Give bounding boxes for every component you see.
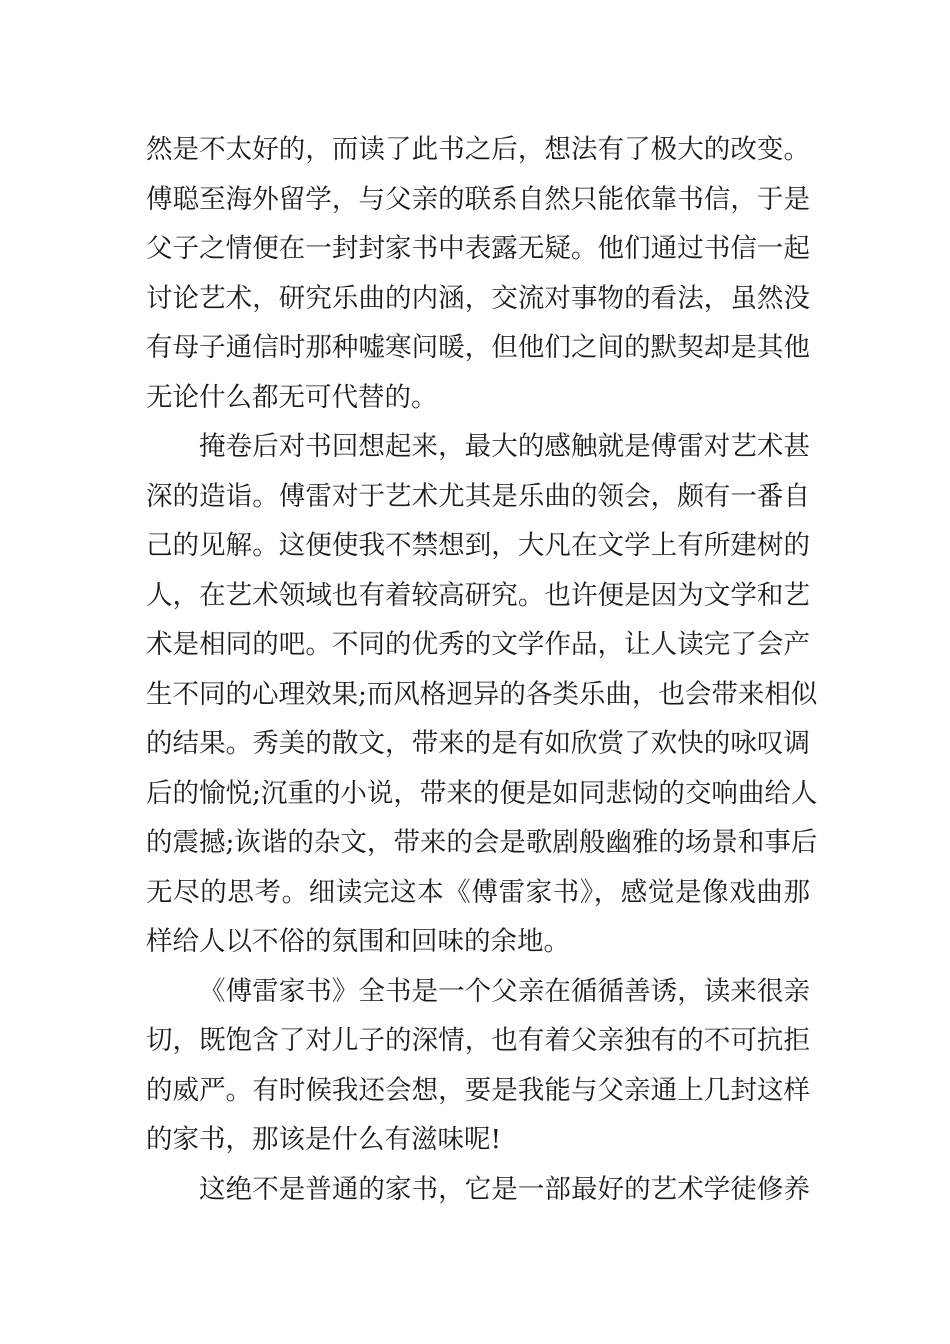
- text-line: 样给人以不俗的氛围和回味的余地。: [146, 926, 570, 957]
- text-line: 术是相同的吧。不同的优秀的文学作品，让人读完了会产: [146, 629, 810, 660]
- text-line: 这绝不是普通的家书，它是一部最好的艺术学徒修养: [199, 1173, 810, 1205]
- text-line: 的震撼;诙谐的杂文，带来的会是歌剧般幽雅的场景和事后: [146, 827, 818, 858]
- text-line: 傅聪至海外留学，与父亲的联系自然只能依靠书信，于是: [146, 183, 810, 215]
- text-line: 《傅雷家书》全书是一个父亲在循循善诱，读来很亲: [199, 975, 810, 1007]
- text-line: 的结果。秀美的散文，带来的是有如欣赏了欢快的咏叹调: [146, 728, 810, 759]
- text-line: 有母子通信时那种嘘寒问暖，但他们之间的默契却是其他: [146, 332, 810, 363]
- text-line: 生不同的心理效果;而风格迥异的各类乐曲，也会带来相似: [146, 678, 818, 710]
- text-line: 无论什么都无可代替的。: [146, 381, 438, 413]
- text-line: 掩卷后对书回想起来，最大的感触就是傅雷对艺术甚: [199, 431, 810, 462]
- text-line: 父子之情便在一封封家书中表露无疑。他们通过书信一起: [146, 233, 810, 264]
- document-body: [146, 125, 818, 1214]
- text-line: 己的见解。这便使我不禁想到，大凡在文学上有所建树的: [146, 530, 810, 561]
- text-line: 切，既饱含了对儿子的深情，也有着父亲独有的不可抗拒: [146, 1025, 810, 1056]
- text-line: 后的愉悦;沉重的小说，带来的便是如同悲恸的交响曲给人: [146, 777, 818, 809]
- text-line: 讨论艺术，研究乐曲的内涵，交流对事物的看法，虽然没: [146, 282, 810, 314]
- text-line: 深的造诣。傅雷对于艺术尤其是乐曲的领会，颇有一番自: [146, 480, 810, 512]
- text-line: 的家书，那该是什么有滋味呢!: [146, 1124, 502, 1155]
- text-line: 无尽的思考。细读完这本《傅雷家书》，感觉是像戏曲那: [146, 876, 810, 908]
- text-line: 的威严。有时候我还会想，要是我能与父亲通上几封这样: [146, 1074, 810, 1106]
- text-line: 然是不太好的，而读了此书之后，想法有了极大的改变。: [146, 134, 810, 165]
- text-line: 人，在艺术领域也有着较高研究。也许便是因为文学和艺: [146, 579, 810, 611]
